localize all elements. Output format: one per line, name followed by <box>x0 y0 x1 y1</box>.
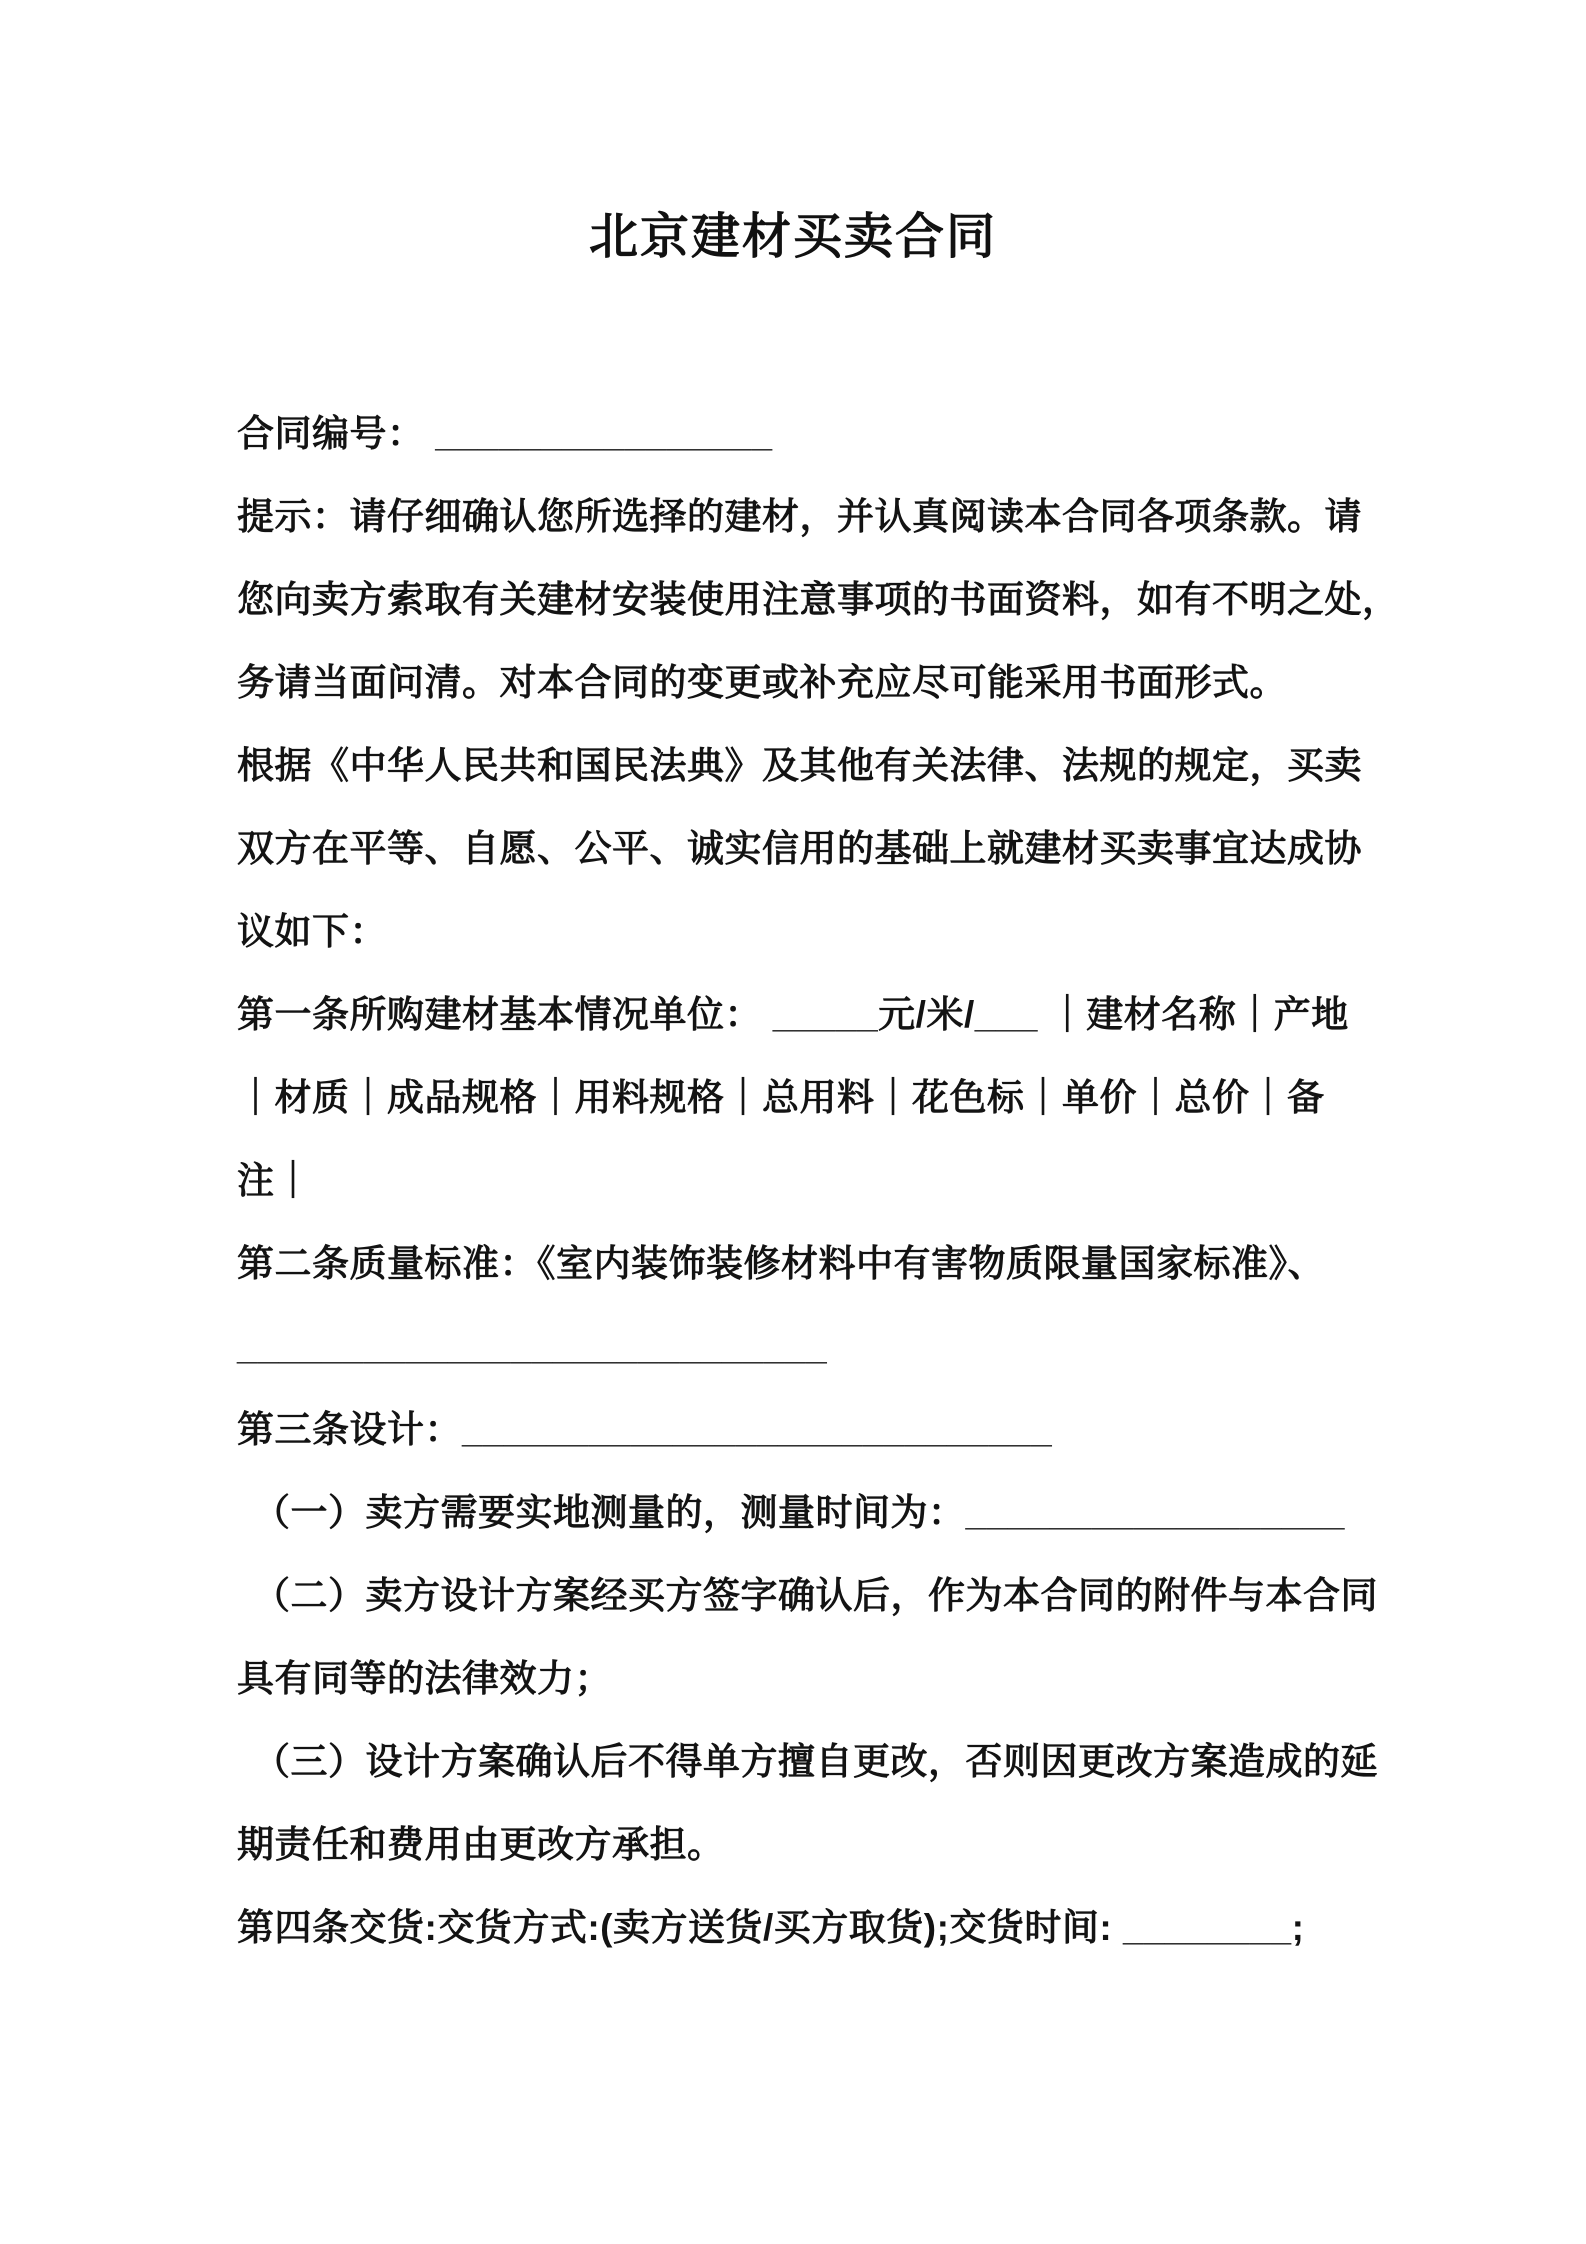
text-line: ____________________________ <box>237 1326 828 1367</box>
text-line: （二）卖方设计方案经买方签字确认后，作为本合同的附件与本合同 <box>253 1575 1378 1616</box>
page-title: 北京建材买卖合同 <box>588 210 997 264</box>
text-line: 合同编号： ________________ <box>237 413 773 454</box>
text-line: 第四条交货:交货方式:(卖方送货/买方取货);交货时间: ________; <box>237 1907 1305 1948</box>
text-line: 您向卖方索取有关建材安装使用注意事项的书面资料，如有不明之处， <box>237 579 1400 620</box>
text-line: 务请当面问清。对本合同的变更或补充应尽可能采用书面形式。 <box>237 662 1287 703</box>
text-line: 根据《中华人民共和国民法典》及其他有关法律、法规的规定，买卖 <box>237 745 1362 786</box>
text-line: 第一条所购建材基本情况单位： _____元/米/___ ｜建材名称｜产地 <box>237 994 1349 1035</box>
text-line: 第三条设计：____________________________ <box>237 1409 1053 1450</box>
text-line: 注｜ <box>237 1160 312 1201</box>
text-line: 第二条质量标准：《室内装饰装修材料中有害物质限量国家标准》、 <box>237 1243 1325 1284</box>
document-body <box>237 392 1400 1969</box>
text-line: 议如下： <box>237 911 387 952</box>
text-line: （一）卖方需要实地测量的，测量时间为：__________________ <box>253 1492 1345 1533</box>
text-line: 提示：请仔细确认您所选择的建材，并认真阅读本合同各项条款。请 <box>237 496 1362 537</box>
text-line: 期责任和费用由更改方承担。 <box>237 1824 725 1865</box>
text-line: 具有同等的法律效力； <box>237 1658 612 1699</box>
text-line: 双方在平等、自愿、公平、诚实信用的基础上就建材买卖事宜达成协 <box>237 828 1362 869</box>
text-line: （三）设计方案确认后不得单方擅自更改，否则因更改方案造成的延 <box>253 1741 1378 1782</box>
text-line: ｜材质｜成品规格｜用料规格｜总用料｜花色标｜单价｜总价｜备 <box>237 1077 1325 1118</box>
